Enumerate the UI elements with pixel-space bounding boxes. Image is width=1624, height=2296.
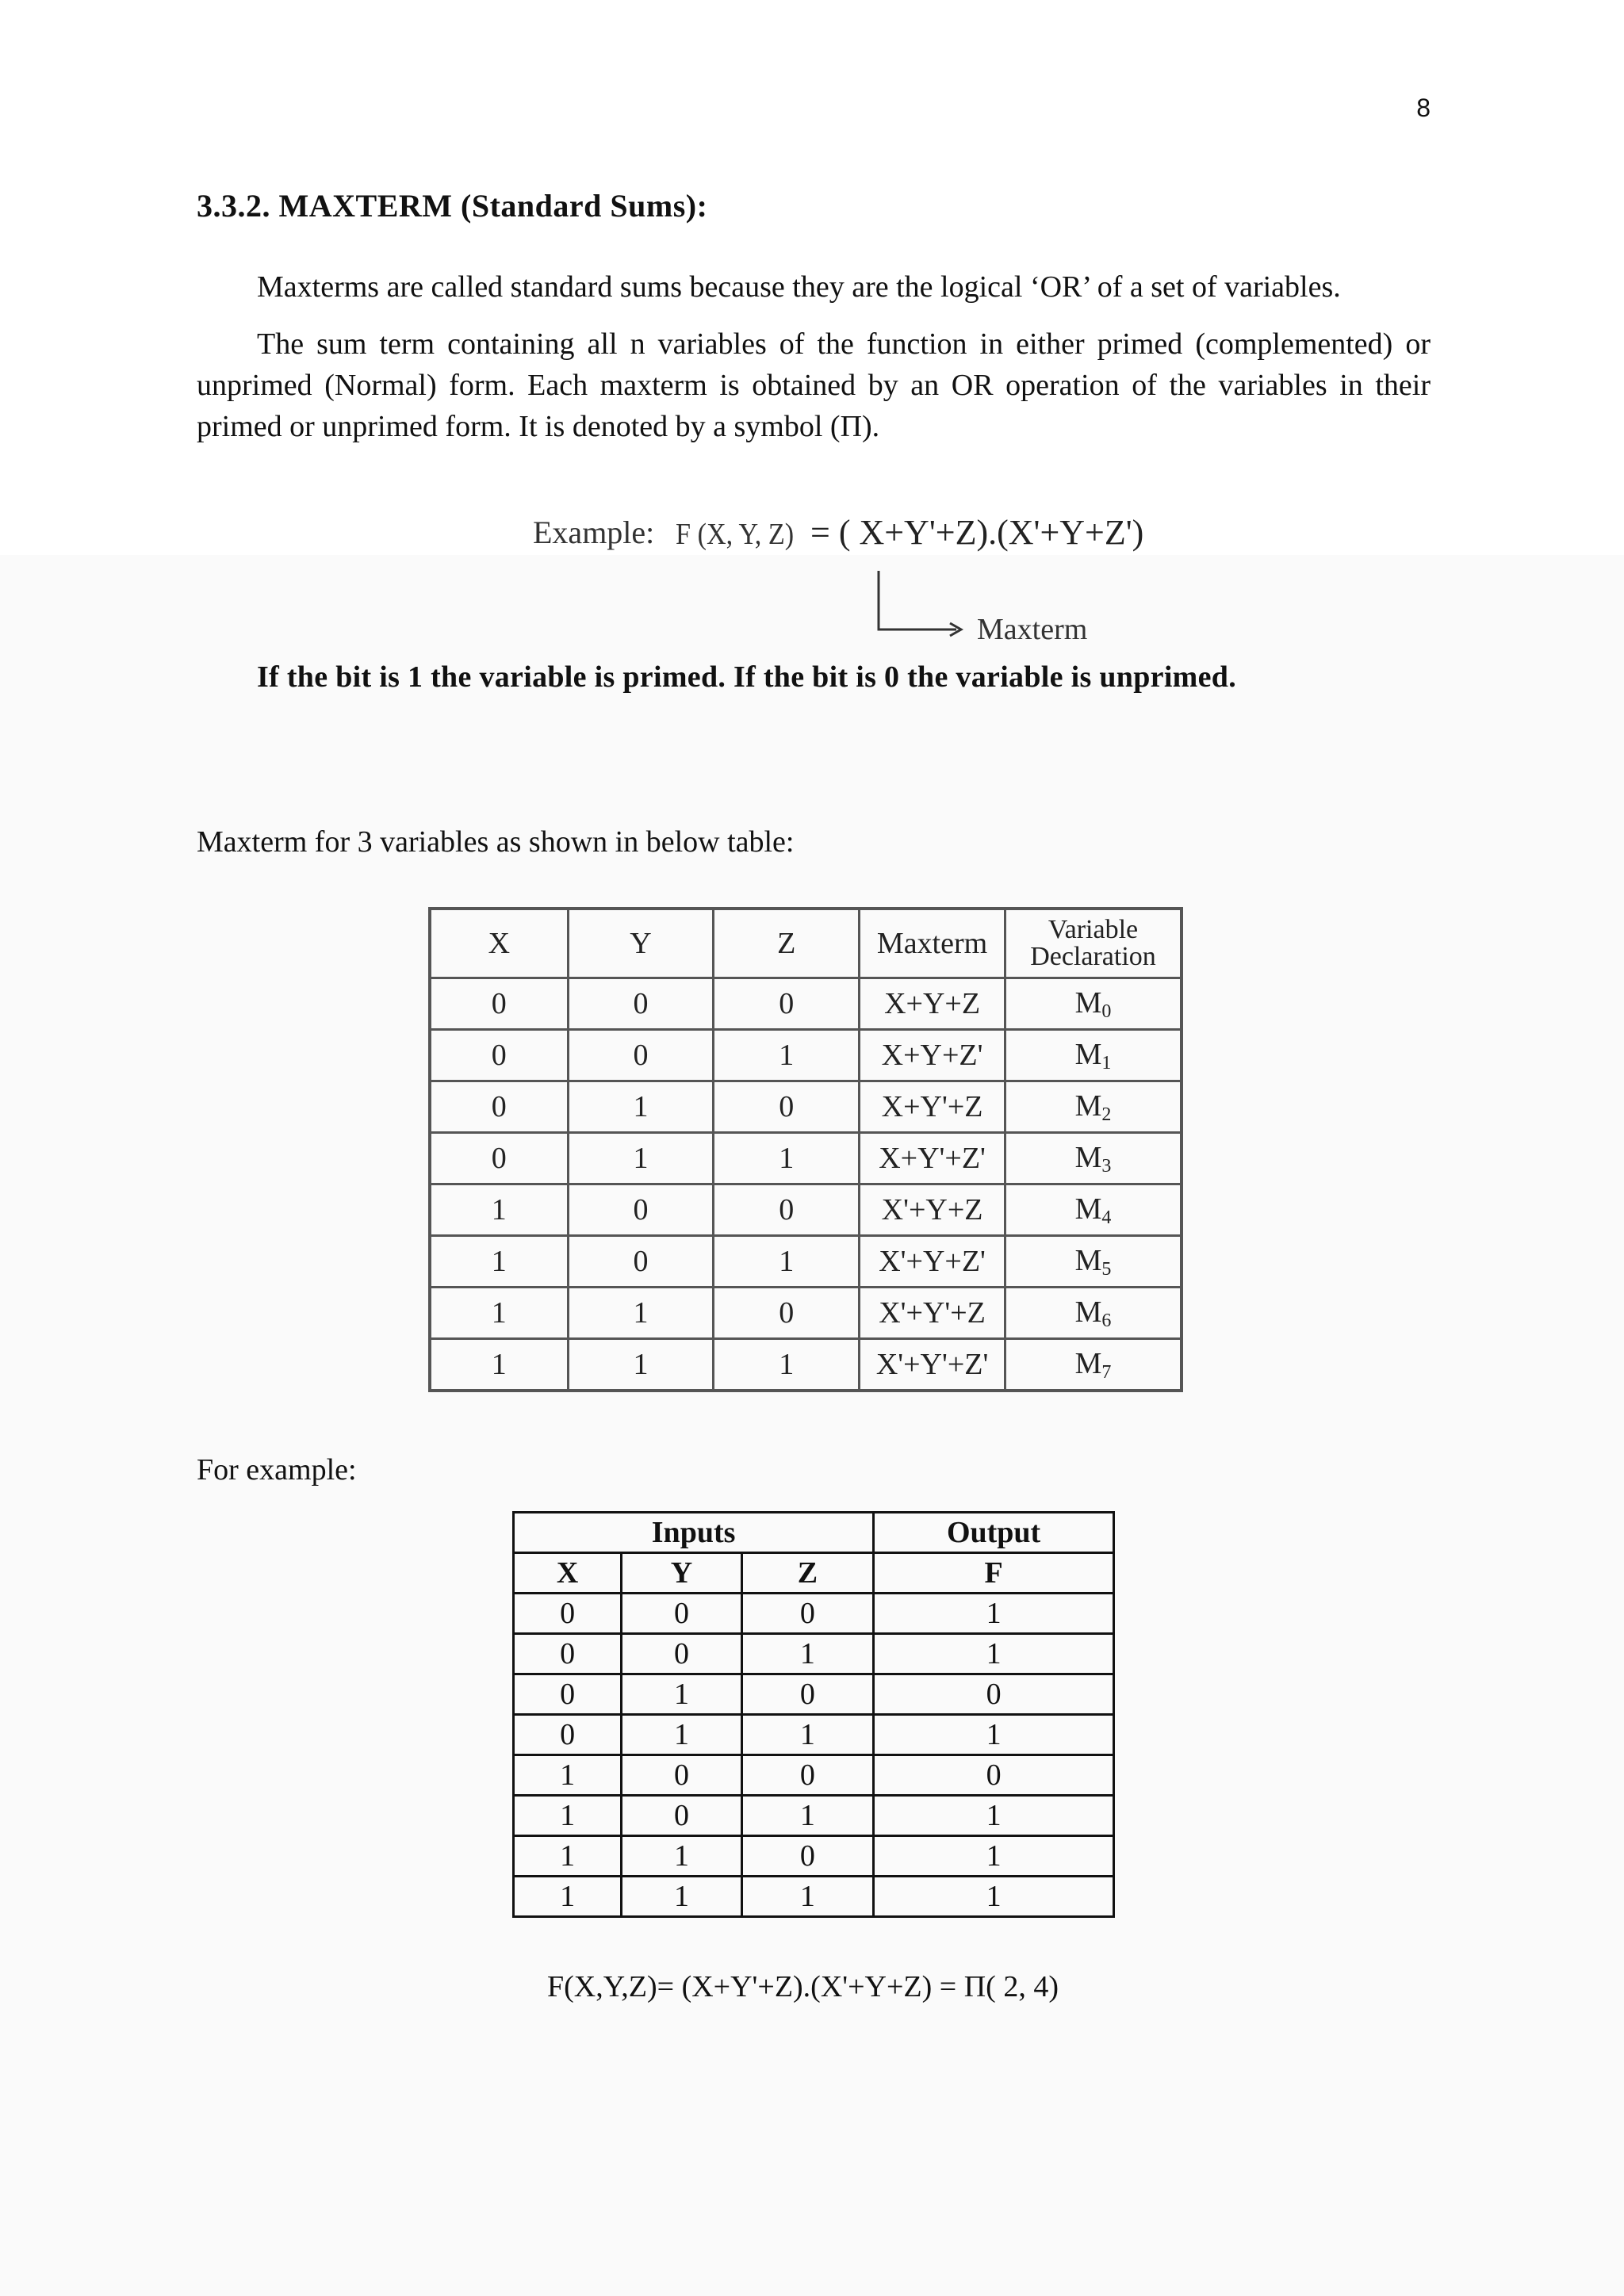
maxterm-cell-z: 0 — [714, 978, 860, 1030]
maxterm-cell-maxterm: X+Y+Z' — [860, 1030, 1005, 1081]
paragraph-description: The sum term containing all n variables of the function in either primed (complemented) or unprimed (Normal) form. Each maxterm is obtained by an OR operation of the variables in their primed or unprimed form. It is denoted by a symbol (Π). — [197, 327, 1431, 443]
truth-cell-y: 0 — [622, 1796, 741, 1836]
declaration-index: 5 — [1101, 1258, 1112, 1280]
maxterm-cell-z: 1 — [714, 1030, 860, 1081]
truth-cell-x: 0 — [514, 1674, 622, 1715]
truth-table-row — [514, 1674, 1114, 1715]
maxterm-cell-declaration — [1005, 1133, 1182, 1184]
truth-cell-x: 1 — [514, 1877, 622, 1917]
truth-table-row — [514, 1836, 1114, 1877]
maxterm-row — [430, 1030, 1182, 1081]
maxterm-cell-y: 0 — [568, 1184, 714, 1236]
truth-cell-y: 1 — [622, 1674, 741, 1715]
maxterm-cell-maxterm: X'+Y'+Z' — [860, 1339, 1005, 1391]
maxterm-cell-maxterm: X'+Y+Z' — [860, 1236, 1005, 1288]
page-background-shade — [0, 555, 1624, 2296]
inputs-group-header: Inputs — [514, 1513, 874, 1553]
maxterm-cell-declaration — [1005, 1339, 1182, 1391]
truth-cell-y: 0 — [622, 1634, 741, 1674]
maxterm-cell-x: 1 — [430, 1236, 568, 1288]
maxterm-cell-declaration — [1005, 1081, 1182, 1133]
output-group-header: Output — [874, 1513, 1114, 1553]
maxterm-cell-y: 0 — [568, 1030, 714, 1081]
maxterm-cell-maxterm: X'+Y+Z — [860, 1184, 1005, 1236]
maxterm-cell-x: 0 — [430, 1081, 568, 1133]
maxterm-cell-x: 0 — [430, 978, 568, 1030]
maxterm-row — [430, 1288, 1182, 1339]
maxterm-row — [430, 1339, 1182, 1391]
maxterm-cell-z: 0 — [714, 1184, 860, 1236]
header-z: Z — [714, 909, 860, 978]
maxterm-cell-maxterm: X+Y'+Z — [860, 1081, 1005, 1133]
page-number: 8 — [1416, 94, 1431, 122]
truth-cell-z: 0 — [741, 1755, 874, 1796]
declaration-symbol: M — [1074, 985, 1102, 1020]
maxterm-annotation: Maxterm — [977, 613, 1088, 646]
truth-cell-y: 1 — [622, 1836, 741, 1877]
truth-cell-f: 0 — [874, 1755, 1114, 1796]
truth-table-row — [514, 1796, 1114, 1836]
truth-table-row — [514, 1877, 1114, 1917]
maxterm-cell-z: 0 — [714, 1081, 860, 1133]
maxterm-cell-y: 0 — [568, 978, 714, 1030]
maxterm-cell-declaration — [1005, 978, 1182, 1030]
maxterm-cell-x: 0 — [430, 1030, 568, 1081]
truth-cell-z: 1 — [741, 1877, 874, 1917]
maxterm-row — [430, 1184, 1182, 1236]
truth-cell-z: 0 — [741, 1836, 874, 1877]
header-y: Y — [568, 909, 714, 978]
maxterm-cell-y: 1 — [568, 1339, 714, 1391]
truth-cell-z: 0 — [741, 1674, 874, 1715]
tt-header-y: Y — [622, 1553, 741, 1594]
maxterm-cell-declaration — [1005, 1288, 1182, 1339]
truth-cell-y: 1 — [622, 1877, 741, 1917]
truth-cell-f: 1 — [874, 1715, 1114, 1755]
truth-table — [512, 1511, 1115, 1918]
truth-cell-f: 1 — [874, 1836, 1114, 1877]
maxterm-row — [430, 978, 1182, 1030]
maxterm-cell-y: 0 — [568, 1236, 714, 1288]
maxterm-table — [428, 907, 1183, 1392]
declaration-symbol: M — [1074, 1346, 1102, 1380]
tt-header-x: X — [514, 1553, 622, 1594]
maxterm-cell-declaration — [1005, 1236, 1182, 1288]
truth-table-row — [514, 1715, 1114, 1755]
truth-cell-x: 0 — [514, 1715, 622, 1755]
maxterm-cell-x: 1 — [430, 1184, 568, 1236]
truth-table-row — [514, 1594, 1114, 1634]
truth-cell-x: 0 — [514, 1594, 622, 1634]
header-variable-declaration: Variable Declaration — [1005, 909, 1182, 978]
for-example-label: For example: — [197, 1453, 357, 1487]
declaration-index: 1 — [1101, 1052, 1112, 1073]
truth-table-row — [514, 1755, 1114, 1796]
declaration-symbol: M — [1074, 1243, 1102, 1277]
declaration-index: 3 — [1101, 1155, 1112, 1177]
truth-cell-f: 1 — [874, 1877, 1114, 1917]
maxterm-row — [430, 1236, 1182, 1288]
truth-cell-f: 1 — [874, 1634, 1114, 1674]
truth-cell-f: 1 — [874, 1594, 1114, 1634]
maxterm-cell-z: 1 — [714, 1339, 860, 1391]
declaration-symbol: M — [1074, 1140, 1102, 1174]
truth-cell-y: 0 — [622, 1755, 741, 1796]
example-label: Example: — [533, 515, 655, 550]
truth-cell-x: 0 — [514, 1634, 622, 1674]
truth-cell-y: 1 — [622, 1715, 741, 1755]
declaration-symbol: M — [1074, 1037, 1102, 1071]
table-intro: Maxterm for 3 variables as shown in below table: — [197, 825, 795, 859]
maxterm-cell-z: 1 — [714, 1236, 860, 1288]
product-of-sums-formula: F(X,Y,Z)= (X+Y'+Z).(X'+Y+Z) = Π( 2, 4) — [547, 1970, 1059, 2003]
declaration-symbol: M — [1074, 1089, 1102, 1123]
truth-cell-z: 1 — [741, 1715, 874, 1755]
maxterm-cell-z: 1 — [714, 1133, 860, 1184]
truth-table-row — [514, 1634, 1114, 1674]
maxterm-cell-x: 1 — [430, 1288, 568, 1339]
example-expression: = ( X+Y'+Z).(X'+Y+Z') — [810, 513, 1144, 552]
declaration-index: 4 — [1101, 1207, 1112, 1228]
maxterm-cell-maxterm: X'+Y'+Z — [860, 1288, 1005, 1339]
maxterm-cell-declaration — [1005, 1030, 1182, 1081]
declaration-index: 7 — [1101, 1361, 1112, 1383]
maxterm-row — [430, 1081, 1182, 1133]
maxterm-cell-x: 0 — [430, 1133, 568, 1184]
truth-cell-x: 1 — [514, 1755, 622, 1796]
truth-cell-x: 1 — [514, 1836, 622, 1877]
truth-cell-z: 0 — [741, 1594, 874, 1634]
declaration-symbol: M — [1074, 1295, 1102, 1329]
declaration-index: 6 — [1101, 1310, 1112, 1331]
priming-rule: If the bit is 1 the variable is primed. If the bit is 0 the variable is unprimed. — [257, 660, 1237, 694]
maxterm-cell-y: 1 — [568, 1288, 714, 1339]
declaration-index: 0 — [1101, 1001, 1112, 1022]
declaration-index: 2 — [1101, 1104, 1112, 1125]
header-maxterm: Maxterm — [860, 909, 1005, 978]
maxterm-cell-declaration — [1005, 1184, 1182, 1236]
truth-cell-x: 1 — [514, 1796, 622, 1836]
declaration-symbol: M — [1074, 1192, 1102, 1226]
maxterm-cell-y: 1 — [568, 1133, 714, 1184]
maxterm-cell-y: 1 — [568, 1081, 714, 1133]
maxterm-row — [430, 1133, 1182, 1184]
truth-cell-f: 1 — [874, 1796, 1114, 1836]
truth-cell-z: 1 — [741, 1634, 874, 1674]
truth-cell-z: 1 — [741, 1796, 874, 1836]
truth-cell-f: 0 — [874, 1674, 1114, 1715]
truth-cell-y: 0 — [622, 1594, 741, 1634]
maxterm-cell-x: 1 — [430, 1339, 568, 1391]
maxterm-cell-z: 0 — [714, 1288, 860, 1339]
maxterm-cell-maxterm: X+Y+Z — [860, 978, 1005, 1030]
section-heading: 3.3.2. MAXTERM (Standard Sums): — [197, 188, 708, 224]
maxterm-cell-maxterm: X+Y'+Z' — [860, 1133, 1005, 1184]
tt-header-f: F — [874, 1553, 1114, 1594]
header-x: X — [430, 909, 568, 978]
paragraph-definition: Maxterms are called standard sums because they are the logical ‘OR’ of a set of variables. — [257, 270, 1341, 304]
maxterm-arrow-icon — [874, 569, 985, 645]
example-function: F (X, Y, Z) — [676, 518, 795, 551]
tt-header-z: Z — [741, 1553, 874, 1594]
